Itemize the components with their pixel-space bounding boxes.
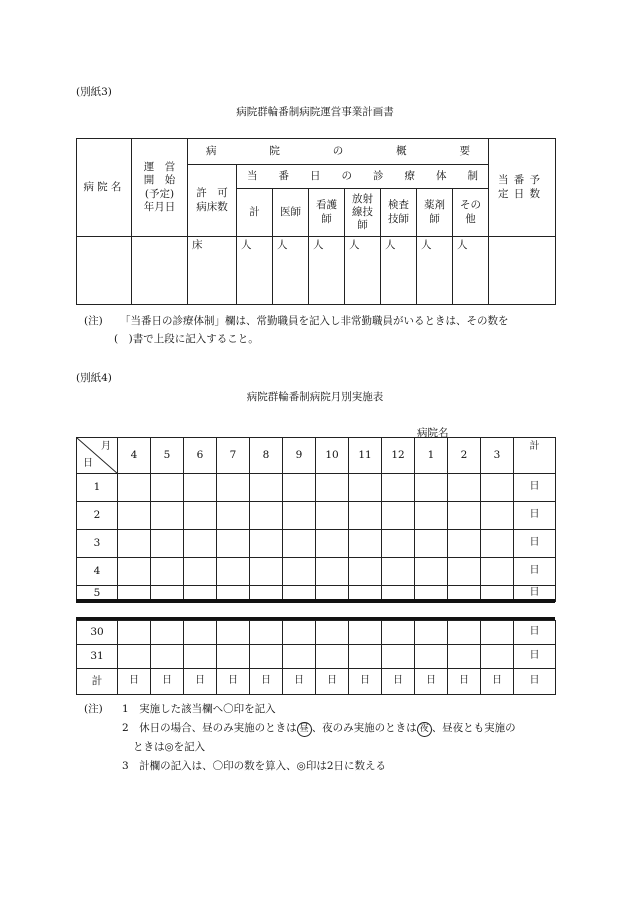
day-cell [151, 530, 184, 558]
day-cell [481, 558, 514, 586]
col-beds: 許 可 病床数 [188, 165, 237, 237]
col-radiology-tech: 放射線技師 [345, 189, 381, 237]
cell-start-date [132, 237, 188, 305]
annex4-note-3: 3 計欄の記入は、〇印の数を算入、◎印は2日に数える [122, 760, 387, 772]
annex4-note-1: 1 実施した該当欄へ〇印を記入 [122, 703, 276, 715]
day-cell [415, 558, 448, 586]
day-cell [481, 530, 514, 558]
day-cell [316, 558, 349, 586]
month-header: 12 [382, 438, 415, 474]
col-pharmacist: 薬剤師 [417, 189, 453, 237]
day-cell [184, 645, 217, 669]
day-cell [415, 645, 448, 669]
month-header: 11 [349, 438, 382, 474]
row-total-unit: 日 [514, 586, 556, 602]
day-cell [415, 474, 448, 502]
total-header: 計 [514, 438, 556, 474]
row-total-unit: 日 [514, 474, 556, 502]
grand-total-unit: 日 [514, 669, 556, 695]
table-break-upper [76, 599, 555, 603]
day-cell [316, 474, 349, 502]
day-cell [283, 645, 316, 669]
day-cell [118, 474, 151, 502]
month-header: 9 [283, 438, 316, 474]
day-cell [217, 645, 250, 669]
cell-other: 人 [453, 237, 489, 305]
day-label: 3 [77, 530, 118, 558]
month-total-unit: 日 [118, 669, 151, 695]
day-label: 4 [77, 558, 118, 586]
month-total-unit: 日 [151, 669, 184, 695]
row-total-unit: 日 [514, 645, 556, 669]
day-cell [283, 474, 316, 502]
annex3-note-label: (注) [84, 315, 103, 327]
day-cell [481, 621, 514, 645]
day-label: 2 [77, 502, 118, 530]
month-total-unit: 日 [382, 669, 415, 695]
annex4-monthly-table-bottom [76, 620, 556, 695]
row-total-unit: 日 [514, 621, 556, 645]
annex3-label: (別紙3) [76, 86, 112, 98]
day-cell [250, 474, 283, 502]
col-other: その他 [453, 189, 489, 237]
day-cell [250, 621, 283, 645]
day-cell [316, 530, 349, 558]
day-cell [151, 645, 184, 669]
day-cell [415, 530, 448, 558]
cell-hospital-name [77, 237, 132, 305]
annex3-note-line1: 「当番日の診療体制」欄は、常勤職員を記入し非常勤職員がいるときは、その数を [120, 315, 509, 327]
day-cell [184, 558, 217, 586]
day-cell [184, 502, 217, 530]
month-header: 10 [316, 438, 349, 474]
annex4-monthly-table-top [76, 437, 556, 602]
annex4-title: 病院群輪番制病院月別実施表 [246, 391, 384, 403]
day-cell [217, 474, 250, 502]
month-header: 1 [415, 438, 448, 474]
day-cell [151, 558, 184, 586]
day-cell [250, 645, 283, 669]
col-total: 計 [237, 189, 273, 237]
day-cell [382, 530, 415, 558]
annex3-title: 病院群輪番制病院運営事業計画書 [236, 106, 394, 118]
day-cell [448, 621, 481, 645]
day-cell [349, 474, 382, 502]
corner-day: 日 [83, 457, 93, 469]
duty-header: 当番日の診療体制 [237, 165, 489, 189]
col-doctor: 医師 [273, 189, 309, 237]
day-cell [151, 502, 184, 530]
day-cell [481, 474, 514, 502]
month-total-unit: 日 [415, 669, 448, 695]
day-cell [349, 645, 382, 669]
day-cell [217, 621, 250, 645]
day-cell [250, 502, 283, 530]
day-cell [250, 530, 283, 558]
day-cell [382, 645, 415, 669]
cell-beds: 床 [188, 237, 237, 305]
cell-lab-tech: 人 [381, 237, 417, 305]
day-cell [415, 621, 448, 645]
month-header: 8 [250, 438, 283, 474]
day-cell [382, 474, 415, 502]
cell-duty-days [489, 237, 556, 305]
month-header: 2 [448, 438, 481, 474]
cell-pharmacist: 人 [417, 237, 453, 305]
day-cell [283, 558, 316, 586]
day-cell [349, 558, 382, 586]
day-cell [415, 502, 448, 530]
day-label: 31 [77, 645, 118, 669]
col-duty-days: 当番予定日数 [489, 139, 556, 237]
annex4-label: (別紙4) [76, 372, 112, 384]
annex4-note-2-line2: ときは◎を記入 [133, 741, 206, 753]
day-cell [382, 558, 415, 586]
month-total-unit: 日 [448, 669, 481, 695]
month-header: 3 [481, 438, 514, 474]
day-cell [448, 530, 481, 558]
cell-total: 人 [237, 237, 273, 305]
overview-header: 病院の概要 [188, 139, 489, 165]
total-row-label: 計 [77, 669, 118, 695]
day-cell [448, 558, 481, 586]
row-total-unit: 日 [514, 558, 556, 586]
day-cell [283, 530, 316, 558]
day-label: 1 [77, 474, 118, 502]
annex4-hospital-name-label: 病院名 [417, 427, 449, 439]
row-total-unit: 日 [514, 530, 556, 558]
month-total-unit: 日 [283, 669, 316, 695]
day-cell [118, 502, 151, 530]
month-header: 6 [184, 438, 217, 474]
day-cell [481, 502, 514, 530]
day-cell [349, 530, 382, 558]
day-cell [184, 530, 217, 558]
month-header: 5 [151, 438, 184, 474]
month-total-unit: 日 [349, 669, 382, 695]
cell-nurse: 人 [309, 237, 345, 305]
day-cell [184, 621, 217, 645]
day-cell [382, 621, 415, 645]
day-cell [283, 621, 316, 645]
annex3-plan-table [76, 138, 556, 305]
day-cell [151, 474, 184, 502]
circled-day-mark: 昼 [297, 722, 312, 737]
day-cell [217, 558, 250, 586]
day-cell [250, 558, 283, 586]
month-total-unit: 日 [316, 669, 349, 695]
day-cell [283, 502, 316, 530]
month-header: 7 [217, 438, 250, 474]
month-total-unit: 日 [481, 669, 514, 695]
month-total-unit: 日 [217, 669, 250, 695]
col-nurse: 看護師 [309, 189, 345, 237]
day-cell [118, 621, 151, 645]
day-cell [316, 645, 349, 669]
annex4-note-2: 2 休日の場合、昼のみ実施のときは 昼 、夜のみ実施のときは 夜 、昼夜とも実施の [122, 720, 516, 737]
cell-radiology-tech: 人 [345, 237, 381, 305]
corner-month: 月 [101, 441, 111, 452]
day-cell [349, 502, 382, 530]
month-total-unit: 日 [250, 669, 283, 695]
day-cell [217, 502, 250, 530]
day-cell [118, 558, 151, 586]
row-total-unit: 日 [514, 502, 556, 530]
col-start-date: 運 営 開 始 (予定) 年月日 [132, 139, 188, 237]
annex3-note-line2: ( )書で上段に記入すること。 [114, 333, 259, 345]
month-total-unit: 日 [184, 669, 217, 695]
day-label: 5 [77, 586, 118, 602]
day-cell [382, 502, 415, 530]
day-cell [118, 530, 151, 558]
day-cell [184, 474, 217, 502]
cell-doctor: 人 [273, 237, 309, 305]
corner-month-day [77, 438, 118, 474]
day-cell [316, 621, 349, 645]
day-cell [151, 621, 184, 645]
col-lab-tech: 検査技師 [381, 189, 417, 237]
day-cell [481, 645, 514, 669]
day-cell [217, 530, 250, 558]
day-label: 30 [77, 621, 118, 645]
col-hospital-name: 病院名 [77, 139, 132, 237]
annex4-note-label: (注) [84, 703, 103, 715]
day-cell [316, 502, 349, 530]
day-cell [118, 645, 151, 669]
circled-night-mark: 夜 [417, 722, 432, 737]
day-cell [448, 502, 481, 530]
day-cell [349, 621, 382, 645]
month-header: 4 [118, 438, 151, 474]
day-cell [448, 645, 481, 669]
day-cell [448, 474, 481, 502]
